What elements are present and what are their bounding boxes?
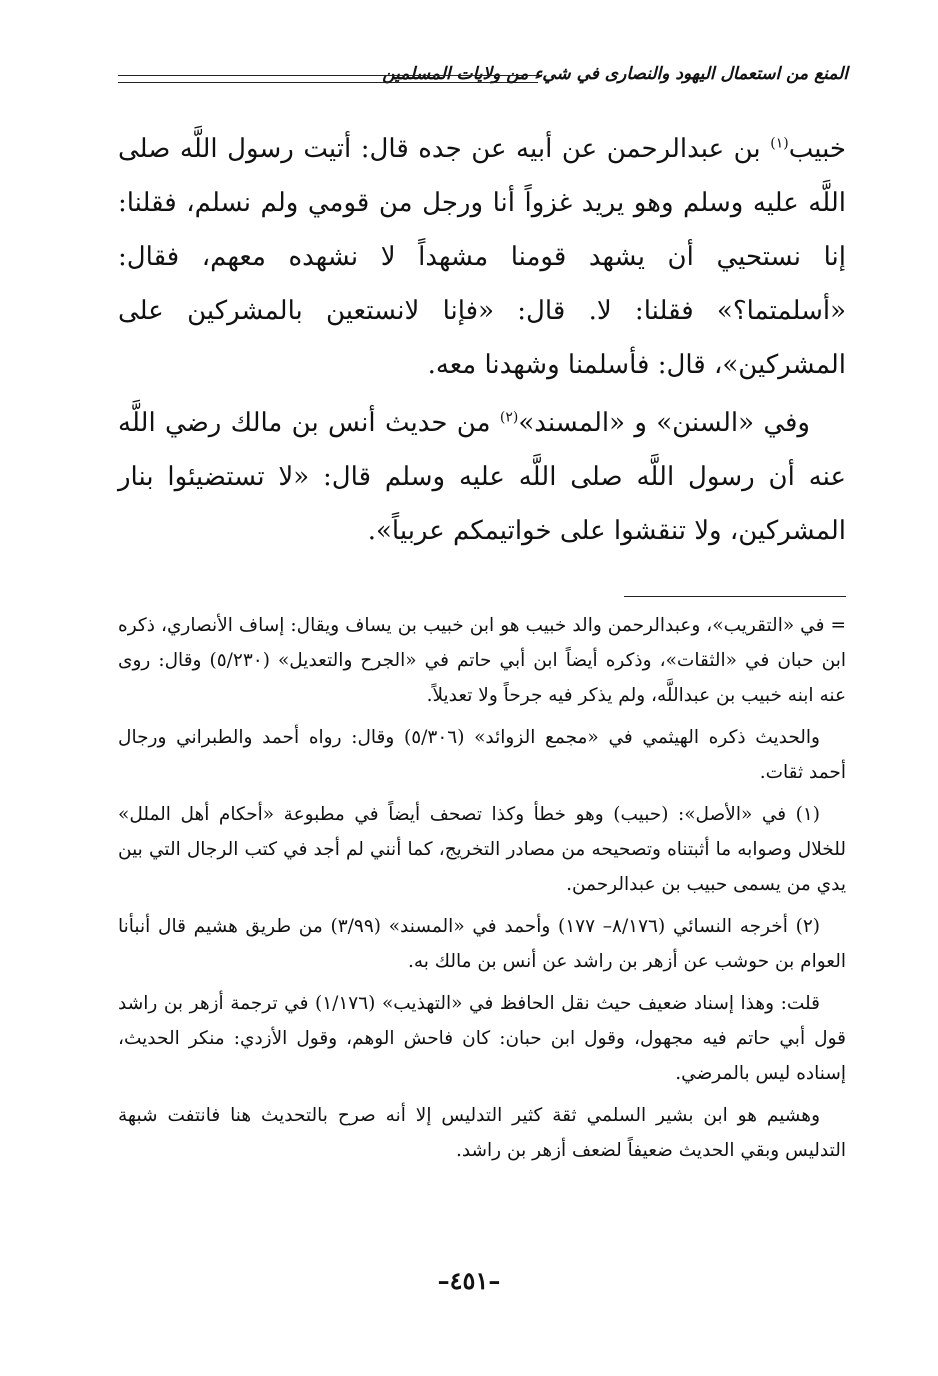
footnote-marker-2: (٢) — [499, 409, 519, 426]
running-header — [118, 62, 848, 96]
paragraph-1 — [118, 122, 846, 392]
footnote-separator — [624, 596, 846, 597]
footnote-2-comment-1: قلت: وهذا إسناد ضعيف حيث نقل الحافظ في «التهذيب» (١/١٧٦) في ترجمة أزهر بن راشد قول أبي حاتم فيه مجهول، وقول ابن حبان: كان فاحش الوهم، وقول الأزدي: منكر الحديث، إسناده ليس بالمرضي. — [118, 993, 846, 1084]
paragraph-2-rest: من حديث أنس بن مالك رضي اللَّه عنه أن رسول اللَّه صلى اللَّه عليه وسلم قال: «لا تستضيئوا بنار المشركين، ولا تنقشوا على خواتيمكم عربياً». — [118, 408, 846, 546]
footnote-2: (٢) أخرجه النسائي (٨/١٧٦– ١٧٧) وأحمد في «المسند» (٣/٩٩) من طريق هشيم قال أنبأنا العوام بن حوشب عن أزهر بن راشد عن أنس بن مالك به. — [118, 916, 846, 972]
page-number: –٤٥١– — [437, 1266, 501, 1295]
footnote-2-comment-2: وهشيم هو ابن بشير السلمي ثقة كثير التدليس إلا أنه صرح بالتحديث هنا فانتفت شبهة التدليس وبقي الحديث ضعيفاً لضعف أزهر بن راشد. — [118, 1105, 846, 1161]
running-title: المنع من استعمال اليهود والنصارى في شيء من ولايات المسلمين — [382, 64, 848, 84]
footnote-marker-1: (١) — [770, 135, 789, 152]
paragraph-2 — [118, 396, 846, 558]
paragraph-1-start: خبيب — [788, 134, 846, 164]
paragraph-1-rest: بن عبدالرحمن عن أبيه عن جده قال: أتيت رسول اللَّه صلى اللَّه عليه وسلم وهو يريد غزواً أنا ورجل من قومي ولم نسلم، فقلنا: إنا نستحيي أن يشهد قومنا مشهداً لا نشهده معهم، فقال: «أسلمتما؟» فقلنا: لا. قال: «فإنا لانستعين بالمشركين على المشركين»، قال: فأسلمنا وشهدنا معه. — [118, 134, 846, 380]
footnote-hadith-note: والحديث ذكره الهيثمي في «مجمع الزوائد» (٥/٣٠٦) وقال: رواه أحمد والطبراني ورجال أحمد ثقات. — [118, 727, 846, 783]
header-double-rule — [118, 75, 538, 83]
footnotes — [118, 608, 846, 1175]
paragraph-2-start: وفي «السنن» و «المسند» — [518, 408, 810, 438]
footnote-continuation: = في «التقريب»، وعبدالرحمن والد خبيب هو ابن خبيب بن يساف ويقال: إساف الأنصاري، ذكره ابن حبان في «الثقات»، وذكره أيضاً ابن أبي حاتم في «الجرح والتعديل» (٥/٢٣٠) وقال: روى عنه ابنه خبيب بن عبداللَّه، ولم يذكر فيه جرحاً ولا تعديلاً. — [118, 615, 846, 706]
main-text — [118, 122, 846, 558]
footnote-1: (١) في «الأصل»: (حبيب) وهو خطأ وكذا تصحف أيضاً في مطبوعة «أحكام أهل الملل» للخلال وصوابه ما أثبتناه وتصحيحه من مصادر التخريج، كما أنني لم أجد في كتب الرجال التي بين يدي من يسمى حبيب بن عبدالرحمن. — [118, 804, 846, 895]
